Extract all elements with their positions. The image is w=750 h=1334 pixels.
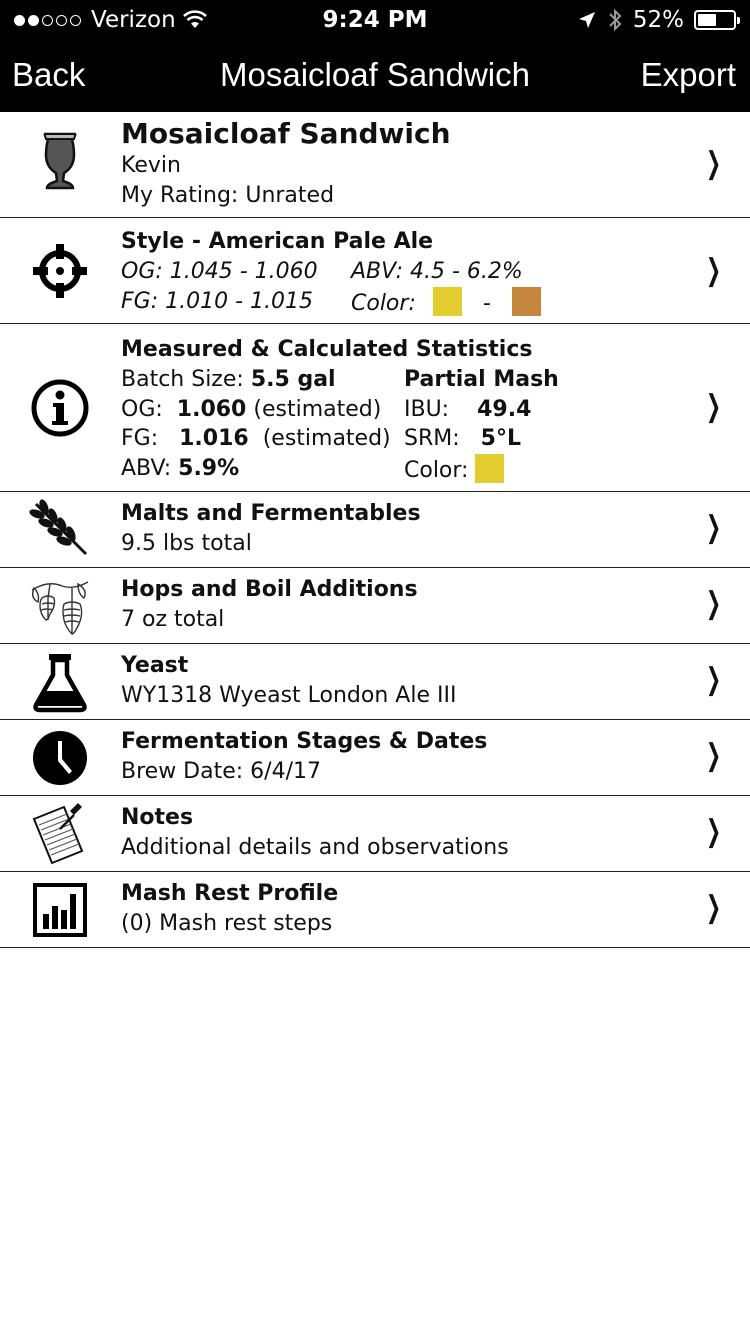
navigation-bar [0,40,750,112]
chevron-right-icon: ❯ [705,510,721,545]
mash-row[interactable] [0,872,750,948]
fg-value: 1.016 [179,426,249,451]
recipe-info-row[interactable] [0,112,750,218]
style-color-range [351,287,541,319]
chevron-right-icon: ❯ [705,890,721,925]
style-title: Style - American Pale Ale [121,229,434,254]
carrier-name: Verizon [91,7,176,33]
style-color-label: Color: [351,290,416,316]
chevron-right-icon: ❯ [705,146,721,181]
target-crosshair-icon [28,240,92,302]
style-fg-range: FG: 1.010 - 1.015 [121,288,313,314]
hops-subtitle: 7 oz total [121,607,225,632]
ibu-value: 49.4 [477,396,532,422]
ibu-label: IBU: [404,396,450,422]
rating-label: My Rating: [121,182,239,208]
recipe-brewer: Kevin [121,153,181,178]
clock: 9:24 PM [322,7,428,33]
statistics-row[interactable] [0,324,750,492]
chevron-right-icon: ❯ [705,662,721,697]
stats-title: Measured & Calculated Statistics [121,337,533,362]
chevron-right-icon: ❯ [705,253,721,288]
rating-value: Unrated [245,182,335,208]
notes-row[interactable] [0,796,750,872]
malts-title: Malts and Fermentables [121,501,421,526]
flask-icon [28,650,92,714]
fermentation-subtitle: Brew Date: 6/4/17 [121,759,321,784]
back-button[interactable]: Back [12,56,86,93]
hops-icon [28,574,92,638]
color-label: Color: [404,457,469,483]
recipe-rating [121,181,700,211]
chevron-right-icon: ❯ [705,814,721,849]
style-color-separator: - [482,290,491,316]
battery-icon [694,10,736,30]
status-bar [0,0,750,40]
chevron-right-icon: ❯ [705,389,721,424]
notes-subtitle: Additional details and observations [121,835,509,860]
abv-value: 5.9% [178,455,240,481]
chevron-right-icon: ❯ [705,738,721,773]
fermentation-row[interactable] [0,720,750,796]
srm-label: SRM: [404,426,460,451]
recipe-detail-list [0,112,750,948]
info-icon [28,376,92,440]
bluetooth-icon [607,8,623,32]
ibu-stat [404,395,559,425]
wheat-icon [28,498,92,562]
malts-row[interactable] [0,492,750,568]
fermentation-title: Fermentation Stages & Dates [121,729,488,754]
color-swatch [475,454,504,483]
og-note: (estimated) [253,396,382,422]
srm-value: 5°L [480,426,521,451]
style-color-low-swatch [433,287,462,316]
hops-title: Hops and Boil Additions [121,577,418,602]
notepad-icon [28,802,92,866]
recipe-name: Mosaicloaf Sandwich [121,117,451,150]
style-abv-range: ABV: 4.5 - 6.2% [351,259,523,284]
yeast-row[interactable] [0,644,750,720]
style-og-range: OG: 1.045 - 1.060 [121,259,318,284]
yeast-subtitle: WY1318 Wyeast London Ale III [121,683,457,708]
og-label: OG: [121,396,163,422]
color-stat [404,454,559,486]
clock-icon [28,728,92,788]
og-value: 1.060 [176,396,247,422]
abv-label: ABV: [121,455,172,481]
fg-note: (estimated) [262,426,391,451]
style-row[interactable] [0,218,750,324]
mash-type: Partial Mash [404,367,559,392]
mash-title: Mash Rest Profile [121,881,339,906]
yeast-title: Yeast [121,653,189,678]
beer-glass-icon [28,130,92,194]
malts-subtitle: 9.5 lbs total [121,531,252,556]
export-button[interactable]: Export [640,56,736,93]
location-arrow-icon [577,10,597,30]
chevron-right-icon: ❯ [705,586,721,621]
nav-title: Mosaicloaf Sandwich [220,56,530,93]
hops-row[interactable] [0,568,750,644]
batch-size-value: 5.5 gal [250,367,336,392]
bar-chart-icon [28,880,92,940]
status-right [577,7,736,33]
battery-percent: 52% [632,7,684,33]
mash-subtitle: (0) Mash rest steps [121,911,333,936]
batch-size-label: Batch Size: [121,367,244,392]
fg-label: FG: [121,426,159,451]
srm-stat [404,424,559,454]
notes-title: Notes [121,805,194,830]
style-color-high-swatch [512,287,541,316]
